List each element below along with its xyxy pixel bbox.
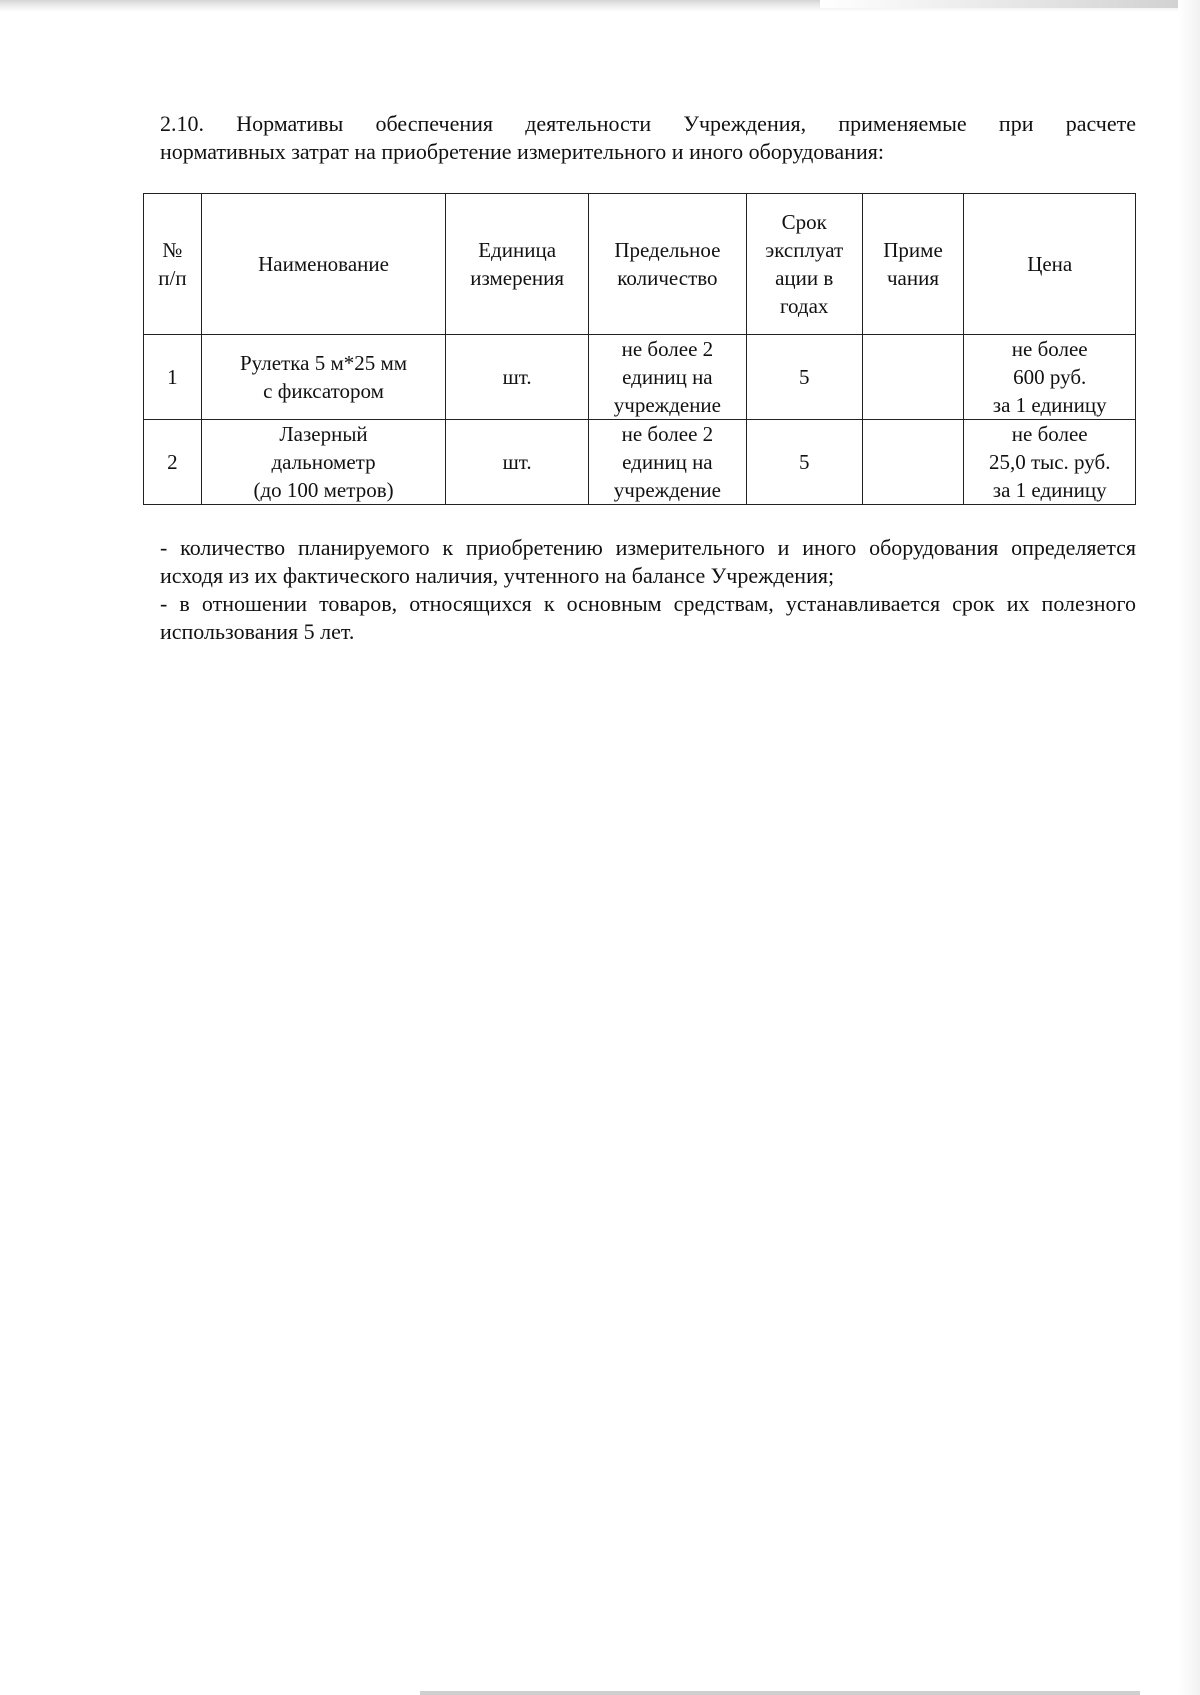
scan-edge-bottom (420, 1691, 1140, 1695)
cell-term: 5 (746, 335, 862, 420)
cell-limit-line: не более 2 (621, 337, 714, 361)
table-header-row (144, 194, 1136, 335)
section-intro (160, 110, 1136, 166)
cell-unit: шт. (446, 335, 589, 420)
header-term-line: годах (779, 294, 829, 318)
cell-name-line: дальнометр (271, 450, 376, 474)
cell-price (964, 420, 1136, 505)
cell-price-line: 600 руб. (1013, 365, 1087, 389)
cell-unit: шт. (446, 420, 589, 505)
header-price (964, 194, 1136, 335)
cell-price (964, 335, 1136, 420)
header-unit (446, 194, 589, 335)
header-unit-line: измерения (470, 266, 565, 290)
intro-line-1: 2.10. Нормативы обеспечения деятельности Учреждения, применяемые при расчете (160, 111, 1136, 136)
cell-limit-line: единиц на (622, 365, 713, 389)
header-limit (589, 194, 747, 335)
note-item: - количество планируемого к приобретению измерительного и иного оборудования определяется исходя из их фактического наличия, учтенного на балансе Учреждения; (160, 535, 1136, 588)
header-note-line: чания (887, 266, 940, 290)
scan-edge-top-right (820, 0, 1200, 8)
cell-price-line: за 1 единицу (992, 478, 1107, 502)
cell-name-line: Рулетка 5 м*25 мм (240, 351, 408, 375)
cell-note (862, 420, 964, 505)
header-term-line: Срок (781, 210, 827, 234)
header-name-line: Наименование (258, 252, 389, 276)
header-note-line: Приме (883, 238, 943, 262)
cell-price-line: 25,0 тыс. руб. (988, 450, 1111, 474)
table-row (144, 335, 1136, 420)
note-item: - в отношении товаров, относящихся к основным средствам, устанавливается срок их полезного использования 5 лет. (160, 591, 1136, 644)
cell-term: 5 (746, 420, 862, 505)
intro-line-2: нормативных затрат на приобретение измерительного и иного оборудования: (160, 139, 884, 164)
header-price-line: Цена (1027, 252, 1073, 276)
cell-limit-line: не более 2 (621, 422, 714, 446)
header-num (144, 194, 202, 335)
cell-name-line: с фиксатором (263, 379, 384, 403)
header-note (862, 194, 964, 335)
scan-edge-right (1178, 0, 1200, 1695)
header-name (201, 194, 445, 335)
header-limit-line: количество (617, 266, 718, 290)
cell-name-line: (до 100 метров) (253, 478, 394, 502)
cell-num: 1 (144, 335, 202, 420)
cell-price-line: за 1 единицу (992, 393, 1107, 417)
cell-limit-line: единиц на (622, 450, 713, 474)
cell-price-line: не более (1011, 337, 1088, 361)
cell-limit (589, 335, 747, 420)
cell-name (201, 335, 445, 420)
cell-limit-line: учреждение (613, 393, 721, 417)
header-term (746, 194, 862, 335)
header-limit-line: Предельное (614, 238, 721, 262)
cell-limit (589, 420, 747, 505)
header-unit-line: Единица (478, 238, 557, 262)
header-term-line: ации в (775, 266, 834, 290)
header-num-line: № (162, 238, 183, 262)
norms-table (143, 193, 1136, 505)
cell-name-line: Лазерный (279, 422, 368, 446)
cell-note (862, 335, 964, 420)
header-term-line: эксплуат (765, 238, 844, 262)
cell-name (201, 420, 445, 505)
cell-num: 2 (144, 420, 202, 505)
cell-price-line: не более (1011, 422, 1088, 446)
header-num-line: п/п (158, 266, 187, 290)
table-row (144, 420, 1136, 505)
cell-limit-line: учреждение (613, 478, 721, 502)
notes-block (160, 534, 1136, 646)
